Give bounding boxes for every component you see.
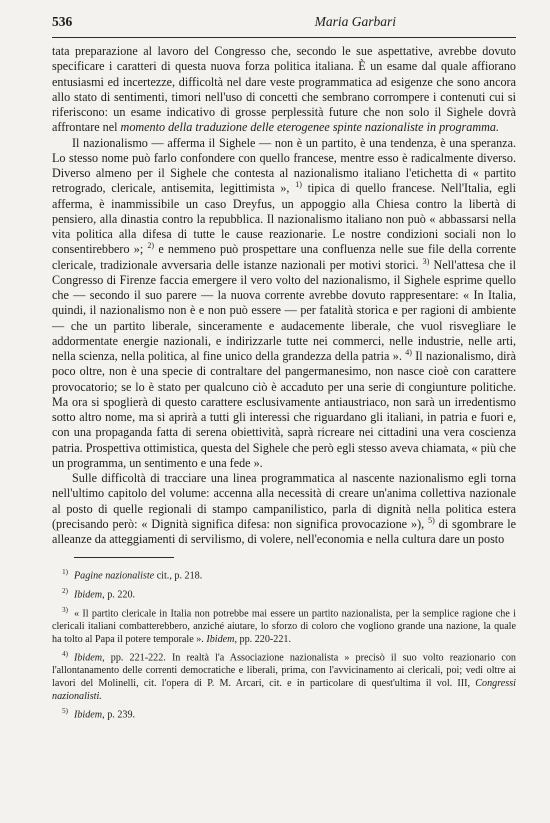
text-run: , p. 220. <box>102 589 136 601</box>
text-run: tata preparazione al lavoro del Congresso che, secondo le sue aspettative, avrebbe dovuto specificare i caratteri di questa nuova forza politica italiana. È un esame dal quale affiorano entusiasmi ed incertezze, difficoltà nel dare veste programmatica ad esigenze che sono ancora allo stato di sentimenti, timori nell'uso di concetti che sembrano corrompere i contenuti cui si riferiscono: un esame indicativo di grosse perplessità future che non solo il Sighele dovrà affrontare nel <box>52 44 516 135</box>
footnote-divider <box>74 557 174 558</box>
footnote-number <box>52 585 74 602</box>
footnote-number <box>52 566 74 583</box>
footnote-number <box>52 705 74 722</box>
footnote <box>52 585 516 602</box>
italic-text: momento della traduzione delle eterogenee spinte nazionaliste in programma. <box>120 120 499 135</box>
footnote-reference: 5) <box>428 515 435 525</box>
text-run: di sgombrare le alleanze da atteggiamenti di servilismo, di volere, nell'economia e nella cultura dare un posto <box>52 516 516 546</box>
footnote-number-text: 1) <box>62 568 68 577</box>
paragraph <box>52 136 516 472</box>
text-run: « Il partito clericale in Italia non potrebbe mai essere un partito nazionalista, per la semplice ragione che i clericali italiani combatterebbero, anziché aiutare, lo sforzo di coloro che vogliono grande una nazione, la quale ha tolto al Papa il potere temporale ». <box>52 608 516 645</box>
footnote-reference: 2) <box>147 241 155 251</box>
footnote-number-text: 3) <box>62 606 68 615</box>
paragraph <box>52 44 516 136</box>
running-head: Maria Garbari <box>314 14 396 29</box>
footnote-number <box>52 648 74 665</box>
text-run: , pp. 220-221. <box>234 633 292 645</box>
text-run: , p. 239. <box>102 709 136 721</box>
footnote-reference: 3) <box>422 256 430 266</box>
italic-text: Ibidem <box>74 652 103 664</box>
text-run: cit., p. 218. <box>154 570 203 582</box>
text-run: Sulle difficoltà di tracciare una linea programmatica al nascente nazionalismo egli torna nell'ultimo capitolo del volume: accenna alla necessità di creare un'anima collettiva nazionale al posto di quelle regionali di stampo campanilistico, parla di dignità nella politica estera (precisando però: « Dignità significa difesa: non significa provocazione »), <box>52 471 516 531</box>
footnote-number-text: 5) <box>62 707 68 716</box>
footnote-reference: 1) <box>295 180 302 190</box>
text-run: e nemmeno può prospettare una confluenza nelle sue file della corrente clericale, tradizionale avversaria delle istanze nazionali per motivi storici. <box>52 242 517 272</box>
text-run: Il nazionalismo — afferma il Sighele — non è un partito, è una tendenza, è una speranza. Lo stesso nome può farlo confondere con quello francese, mentre esso è radicalmente diverso. Diverso almeno per il Sighele che contesta al nazionalismo italiano l'etichetta di « partito retrogrado, clericale, antisemita, legittimista », <box>52 135 516 196</box>
italic-text: Ibidem <box>74 589 103 601</box>
italic-text: Congressi nazionalisti. <box>52 677 516 702</box>
italic-text: Pagine nazionaliste <box>74 570 155 582</box>
footnotes <box>52 566 516 722</box>
footnote <box>52 604 516 646</box>
body-text <box>52 44 516 547</box>
italic-text: Ibidem <box>206 633 235 645</box>
text-run: Il nazionalismo, dirà poco oltre, non è una specie di contraltare del pangermanesimo, non nasce cioè con carattere provocatorio; se lo è stato per qualcuno ciò è accaduto per una serie di congiunture politiche. Ma ora si spoglierà di questo carattere esclusivamente antiaustriaco, non sarà un irredentismo sotto altro nome, ma si aprirà a tutti gli interessi che riguardano gli italiani, in patria e fuori e, con una propaganda fatta di serena obiettività, saprà ricreare nei cittadini una vera coscienza patria. Prospettiva ottimistica, questa del Sighele che però egli stesso aveva chiamata, « più che un programma, un sentimento e una fede ». <box>52 349 516 470</box>
footnote-number-text: 4) <box>62 650 68 659</box>
text-run: tipica di quello francese. Nell'Italia, egli afferma, è inammissibile un caso Dreyfus, un appoggio alla Chiesa contro la libertà di pensiero, alla dinastia contro la repubblica. Il nazionalismo italiano non può « abbassarsi nella vita politica alla difesa di tutte le cause reazionarie. Le nostre condizioni sociali non lo consentirebbero »; <box>52 181 516 257</box>
page-number: 536 <box>52 14 73 29</box>
footnote-number-text: 2) <box>62 587 68 596</box>
footnote-number <box>52 604 74 621</box>
footnote <box>52 648 516 703</box>
text-run: Nell'attesa che il Congresso di Firenze faccia emergere il vero volto del nazionalismo, il Sighele esprime quello che — secondo il suo parere — la nuova corrente avrebbe dovuto rappresentare: « In Italia, quindi, il nazionalismo non è e non può essere — per fatalità storica e per ragioni di ambiente — che un partito liberale, sinceramente e audacemente liberale, che vuol risvegliare le addormentate energie nazionali, e indirizzarle tutte nei commerci, nelle industrie, nelle arti, nella scienza, nella politica, al fine unico della grandezza della patria ». <box>52 257 516 363</box>
italic-text: Ibidem <box>74 709 103 721</box>
page-header <box>52 14 516 38</box>
footnote <box>52 566 516 583</box>
footnote-reference: 4) <box>405 347 412 357</box>
text-run: , pp. 221-222. In realtà l'a Associazione nazionalista » precisò il suo volto reazionario con l'allontanamento delle correnti democratiche e liberali, prima, con l'avvicinamento ai clericali, poi; vedi oltre ai lavori del Molinelli, cit. l'opera di P. M. Arcari, cit. e in particolare di quest'ultima il vol. III, <box>52 652 516 689</box>
paragraph <box>52 471 516 547</box>
footnote <box>52 705 516 722</box>
